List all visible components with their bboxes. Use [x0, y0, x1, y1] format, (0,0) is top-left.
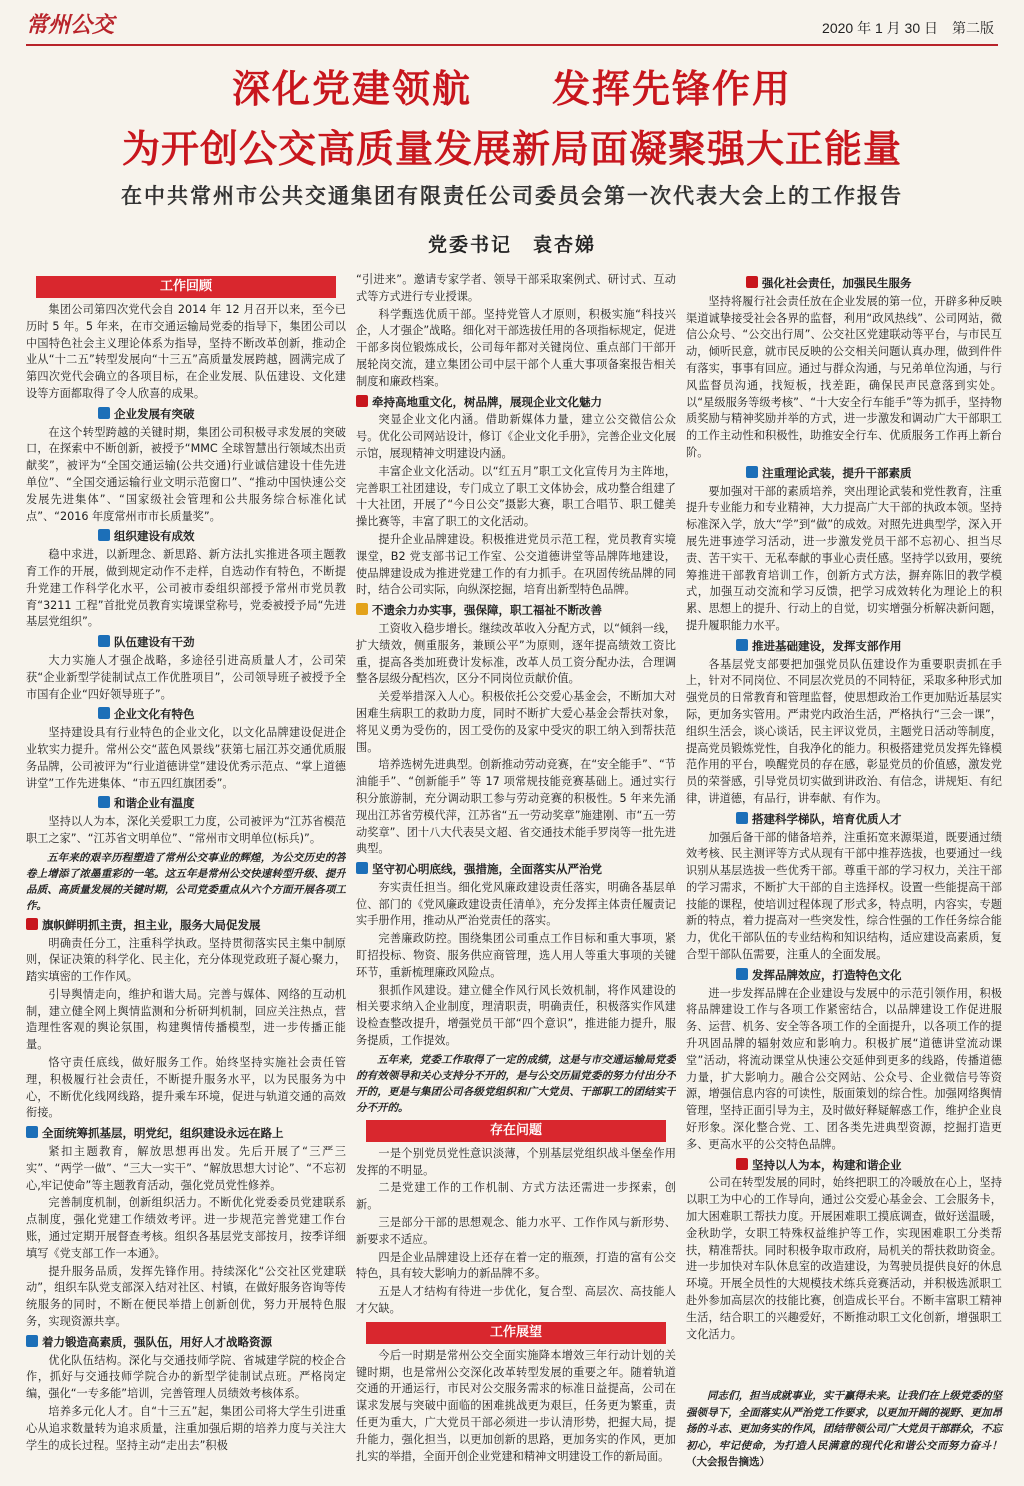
handshake-icon: [746, 276, 758, 288]
flag-icon: [26, 1335, 38, 1347]
paragraph: 明确责任分工，注重科学执政。坚持贯彻落实民主集中制原则，保证决策的科学化、民主化，充分体现党政班子凝心聚力，踏实填密的工作作风。: [26, 936, 346, 984]
paragraph: 三是部分干部的思想观念、能力水平、工作作风与新形势、新要求不适应。: [356, 1216, 676, 1246]
section-heading-text: 注重理论武装，提升干部素质: [762, 465, 912, 480]
paragraph: 夯实责任担当。细化党风廉政建设责任落实，明确各基层单位、部门的《党风廉政建设责任清单》，充分发挥主体责任履责记实手册作用，推动从严治党责任的落实。: [356, 880, 676, 928]
section-heading: [26, 917, 346, 934]
paragraph: 引导舆情走向，维护和谐大局。完善与媒体、网络的互动机制，建立健全网上舆情监测和分析研判机制，回应关注热点，营造理性客观的舆论氛围，构建舆情传播模型，进一步传播正能量。: [26, 987, 346, 1052]
paragraph: 进一步发挥品牌在企业建设与发展中的示范引领作用，积极将品牌建设工作与各项工作紧密结合，以品牌建设工作促进服务、运营、机务、安全等各项工作的全面提升，以各项工作的提升巩固品牌的辐射效应和影响力。积极扩展“道德讲堂流动课堂”活动，将流动课堂从快速公交延伸到更多的线路，传播道德力量，扩大影响力。融合公交网站、公众号、企业微信号等资源，增强信息内容的可读性，版面策划的综合性。加强网络舆情管理，坚持正面引导为主，及时做好释疑解惑工作，维护企业良好形象。深化整合党、工、团各类先进典型资源，挖掘打造更多、更高水平的公交特色品牌。: [686, 986, 1002, 1151]
paragraph: 提升企业品牌建设。积极推进党员示范工程，党员教育实境课堂，B2 党支部书记工作室、公交道德讲堂等品牌阵地建设，使品牌建设成为推进党建工作的有力抓手。在巩固传统品牌的同时，结合公司实际，向纵深挖掘，培育出新型特色品牌。: [356, 532, 676, 597]
section-heading-text: 队伍建设有干劲: [114, 635, 195, 650]
paragraph: 突显企业文化内涵。借助新媒体力量，建立公交微信公众号。优化公司网站设计，修订《企业文化手册》，完善企业文化展示馆，展现精神文明建设内涵。: [356, 413, 676, 460]
section-heading: [356, 861, 676, 878]
flag-icon: [98, 707, 110, 719]
closing-paragraph: [686, 1388, 1002, 1471]
section-heading-text: 强化社会责任，加强民生服务: [762, 276, 912, 290]
closing-text: 同志们，担当成就事业，实干赢得未来。让我们在上级党委的坚强领导下，全面落实从严治党工作要求，以更加开阔的视野、更加昂扬的斗志、更加务实的作风，团结带领公司广大党员干部群众，不忘初心，牢记使命，为打造人民满意的现代化和谐公交而努力奋斗！: [686, 1390, 1002, 1452]
summary-paragraph: 五年来，党委工作取得了一定的成绩，这是与市交通运输局党委的有效领导和关心支持分不开的，是与公交历届党委的努力付出分不开的，更是与集团公司各级党组织和广大党员、干部职工的团结实干分不开的。: [356, 1053, 676, 1114]
flag-icon: [26, 1126, 38, 1138]
header-rule: [26, 44, 998, 46]
section-heading: [26, 634, 346, 651]
section-heading: [686, 967, 1002, 984]
paragraph: 培养选树先进典型。创新推动劳动竞赛，在“安全能手”、“节油能手”、“创新能手” 等 17 项常规技能竞赛基础上。通过实行积分旅游制，充分调动职工参与劳动竞赛的积极性。5 年来先涌现出江苏省劳模代萍，江苏省“五一劳动奖章”施建刚、市“五一劳动奖章”、团十八大代表吴文超、省交通技术能手罗岗等一批先进典型。: [356, 758, 676, 856]
headline-line-1: 深化党建领航 发挥先锋作用: [231, 67, 792, 111]
paragraph: 完善廉政防控。围绕集团公司重点工作目标和重大事项，紧盯招投标、物资、服务供应商管理，选人用人等重大事项的关键环节，重新梳理廉政风险点。: [356, 932, 676, 979]
shield-icon: [356, 862, 368, 874]
section-heading: [26, 706, 346, 723]
paragraph: 今后一时期是常州公交全面实施降本增效三年行动计划的关键时期，也是常州公交深化改革转型发展的重要之年。随着轨道交通的开通运行，市民对公交服务需求的标准日益提高，公司在谋求发展与突破中面临的困难挑战更为艰巨，任务更为繁重，责任更为重大，广大党员干部必须进一步认清形势，把握大局，提升能力，强化担当，以更加创新的思路，更加务实的作风，更加扎实的举措，全面开创企业党建和精神文明建设工作的新局面。: [356, 1348, 676, 1463]
section-heading: [26, 406, 346, 423]
section-heading: [686, 1157, 1002, 1174]
ladder-icon: [736, 812, 748, 824]
paragraph: 培养多元化人才。自“十三五”起，集团公司将大学生引进重心从追求数量转为追求质量，注重加强后期的培养力度与关注大学生的成长过程。坚持主动“走出去”积极: [26, 1405, 346, 1452]
byline: 党委书记 袁杏娣: [427, 234, 596, 256]
paragraph: 丰富企业文化活动。以“红五月”职工文化宣传月为主阵地，完善职工社团建设，专门成立了职工文体协会，成功整合组建了十大社团，开展了“今日公交”摄影大赛，职工合唱节、职工健美操比赛等，丰富了职工的文化活动。: [356, 464, 676, 529]
paragraph: 科学甄选优质干部。坚持党管人才原则，积极实施“科技兴企，人才强企”战略。细化对干部选拔任用的各项指标规定，促进干部多岗位锻炼成长，公司每年都对关键岗位、重点部门干部开展轮岗交流，建立集团公司中层干部个人重大事项备案报告相关制度和廉政档案。: [356, 307, 676, 388]
paragraph: “引进来”。邀请专家学者、领导干部采取案例式、研讨式、互动式等方式进行专业授课。: [356, 273, 676, 303]
section-heading: [686, 465, 1002, 482]
section-heading: [26, 1334, 346, 1351]
paragraph: 工资收入稳步增长。继续改革收入分配方式，以“倾斜一线，扩大绩效，侧重服务，兼顾公平”为原则，逐年提高绩效工资比重，提高各类加班费计发标准，改革人员工资分配办法，合理调整各层级分配档次，区分不同岗位贡献价值。: [356, 621, 676, 686]
section-heading: [356, 394, 676, 411]
subheadline: 在中共常州市公共交通集团有限责任公司委员会第一次代表大会上的工作报告: [121, 183, 903, 208]
flag-icon: [98, 796, 110, 808]
flag-icon: [356, 395, 368, 407]
section-heading-text: 着力锻造高素质，强队伍，用好人才战略资源: [42, 1334, 272, 1349]
book-icon: [746, 466, 758, 478]
paragraph: 大力实施人才强企战略，多途径引进高质量人才，公司荣获“企业新型学徒制试点工作优胜项目”，公司领导班子被授予全市国有企业“四好领导班子”。: [26, 653, 346, 701]
section-heading: [26, 795, 346, 812]
section-banner-review: 工作回顾: [36, 276, 336, 298]
section-heading-text: 全面统筹抓基层，明党纪，组织建设永远在路上: [42, 1126, 284, 1141]
paragraph: 要加强对干部的素质培养，突出理论武装和党性教育，注重提升专业能力和专业精神，大力提高广大干部的执政本领。坚持标准深入学，放大“学”到“做”的成效。对照先进典型学，深入开展先进事迹学习活动，进一步激发党员干部不忘初心、担当尽责、苦干实干、无私奉献的事业心责任感。坚持学以致用，要统筹推进干部教育培训工作，创新方式方法，摒弃陈旧的教学模式，加强互动交流和学习反馈，把学习成效转化为理论上的积累、思想上的提升、行动上的自觉，切实增强分析解决新问题，提升履职能力水平。: [686, 484, 1002, 632]
paragraph: 在这个转型跨越的关键时期，集团公司积极寻求发展的突破口，在探索中不断创新，被授予“MMC 全球智慧出行领域杰出贡献奖”，被评为“全国交通运输(公共交通)行业诚信建设十佳先进单位”、“全国交通运输行业文明示范窗口”、“推动中国快速公交发展先进集体”、“国家级社会管理和公共服务综合标准化试点”、“2016 年度常州市市长质量奖”。: [26, 425, 346, 523]
paragraph: 四是企业品牌建设上还存在着一定的瓶颈，打造的富有公交特色，具有较大影响力的新品牌不多。: [356, 1250, 676, 1281]
paragraph: 公司在转型发展的同时，始终把职工的冷暖放在心上，坚持以职工为中心的工作导向，通过公交爱心基金会、工会服务卡，加大困难职工帮扶力度。开展困难职工摸底调查，做好送温暖，金秋助学，女职工特殊权益维护等工作，实现困难职工分类帮扶，精准帮扶。同时积极争取市政府，局机关的帮扶救助资金。进一步加快对车队休息室的改造建设，为驾驶员提供良好的休息环境。开展全员性的大规模技术练兵竞赛活动，并积极选派职工赴外参加高层次的技能比赛，创造成长平台。不断丰富职工精神生活，结合职工的兴趣爱好，不断推动职工文化创新，增强职工文化活力。: [686, 1176, 1002, 1341]
paragraph: 优化队伍结构。深化与交通技师学院、省城建学院的校企合作，抓好与交通技师学院合办的新型学徒制试点班。严格岗定编，强化“一专多能”培训，完善管理人员绩效考核体系。: [26, 1353, 346, 1401]
coin-icon: [356, 603, 368, 615]
masthead-logo: 常州公交: [26, 12, 115, 38]
paragraph: 狠抓作风建设。建立健全作风行风长效机制，将作风建设的相关要求纳入企业制度，理清职责，明确责任，积极落实作风建设检查整改提升，增强党员干部“四个意识”，推进能力提升，服务提质，工作提效。: [356, 983, 676, 1048]
paragraph: 加强后备干部的储备培养，注重拓宽来源渠道，既要通过绩效考核、民主测评等方式从现有干部中推荐选拔，也要通过一线识别从基层选拔一些优秀干部。尊重干部的学习权力，关注干部的学习需求，不断扩大干部的自主选择权。设置一些能提高干部技能的课程，使培训过程体现了形式多，特点明，内容实，专题新的特点，着力提高对一些突发性，综合性强的工作任务综合能力，优化干部队伍的专业结构和知识结构，适应建设高素质，复合型干部队伍需要，注重人的全面发展。: [686, 830, 1002, 962]
paragraph: 恪守责任底线，做好服务工作。始终坚持实施社会责任管理，积极履行社会责任，不断提升服务水平，以为民服务为中心，不断优化线网线路，提升乘车环境，促进与轨道交通的高效衔接。: [26, 1056, 346, 1120]
section-heading: [26, 1125, 346, 1142]
section-heading: [686, 811, 1002, 828]
flag-icon: [98, 635, 110, 647]
dateline: 2020 年 1 月 30 日 第二版: [822, 20, 994, 36]
paragraph: 坚持将履行社会责任放在企业发展的第一位，开辟多种反映渠道诚挚接受社会各界的监督，利用“政风热线”、公司网站，微信公众号、“公交出行周”、公交社区党建联动等平台，与市民互动，倾听民意，就市民反映的公交相关问题认真办理，做到件件有落实，事事有回应。通过与群众沟通，与兄弟单位沟通，与行风监督员沟通，找短板，找差距，确保民声民意落到实处。以“星级服务等级考核”、“十大安全行车能手”等为抓手，坚持物质奖励与精神奖励并举的方式，进一步激发和调动广大干部职工的工作主动性和积极性，助推安全行车、优质服务工作再上新台阶。: [686, 294, 1002, 459]
paragraph: 关爱举措深入人心。积极依托公交爱心基金会，不断加大对困难生病职工的救助力度，同时不断扩大爱心基金会帮扶对象，将见义勇为受伤的，因工受伤的及家中受灾的职工纳入到帮扶范围。: [356, 690, 676, 754]
section-heading-text: 企业发展有突破: [114, 406, 195, 421]
section-banner-problems: 存在问题: [366, 1120, 666, 1142]
paragraph: 完善制度机制，创新组织活力。不断优化党委委员党建联系点制度，强化党建工作绩效考评。进一步规范完善党建工作台账，通过定期开展督查考核。组织各基层党支部按月，按季详细填写《党支部工作一本通》。: [26, 1196, 346, 1260]
paragraph: 稳中求进，以新理念、新思路、新方法扎实推进各项主题教育工作的开展，做到规定动作不走样，自选动作有特色，不断提升党建工作科学化水平，公司被市委组织部授予常州市党员教育“3211 工程”首批党员教育实境课堂称号，党委被授予局“先进基层党组织”。: [26, 548, 346, 629]
summary-paragraph: 五年来的艰辛历程塑造了常州公交事业的辉煌，为公交历史的答卷上增添了浓墨重彩的一笔。这五年是常州公交快速转型升级、提升品质、高质量发展的关键时期，公司党委重点从六个方面开展各项工作。: [26, 851, 346, 912]
paragraph: 集团公司第四次党代会自 2014 年 12 月召开以来，至今已历时 5 年。5 年来，在市交通运输局党委的指导下，集团公司以中国特色社会主义理论体系为指导，坚持不断改革创新，推动企业从“十二五”转型发展向“十三五”高质量发展跨越，圆满完成了第四次党代会确立的各项目标，在企业发展、队伍建设、文化建设等方面都取得了令人欣喜的成果。: [26, 303, 346, 400]
people-icon: [736, 639, 748, 651]
section-heading: [686, 638, 1002, 655]
section-heading-text: 发挥品牌效应，打造特色文化: [752, 967, 902, 982]
paragraph: 坚持建设具有行业特色的企业文化，以文化品牌建设促进企业软实力提升。常州公交“蓝色风景线”获第七届江苏交通优质服务品牌，公司被评为“行业道德讲堂”建设优秀示范点、“掌上道德讲堂”工作先进集体、“市五四红旗团委”。: [26, 726, 346, 790]
paragraph: 紧扣主题教育，解放思想再出发。先后开展了“三严三实”、“两学一做”、“三大一实干”、“解放思想大讨论”、“不忘初心,牢记使命”等主题教育活动，强化党员党性修养。: [26, 1145, 346, 1192]
badge-icon: [736, 968, 748, 980]
section-heading-text: 和谐企业有温度: [114, 796, 195, 811]
headline-line-2: 为开创公交高质量发展新局面凝聚强大正能量: [121, 127, 902, 171]
person-icon: [736, 1158, 748, 1170]
closing-note: （大会报告摘选）: [686, 1456, 770, 1468]
section-heading-text: 旗帜鲜明抓主责，担主业，服务大局促发展: [42, 917, 261, 932]
section-heading-text: 牵持高地重文化，树品牌，展现企业文化魅力: [372, 394, 602, 409]
paragraph: 坚持以人为本，深化关爱职工力度，公司被评为“江苏省模范职工之家”、“江苏省文明单位”、“常州市文明单位(标兵)”。: [26, 815, 346, 845]
paragraph: 各基层党支部要把加强党员队伍建设作为重要职责抓在手上，针对不同岗位、不同层次党员的不同特征，采取多种形式加强党员的日常教育和管理监督，使思想政治工作更加贴近基层实际，更加务实管用。严肃党内政治生活，严格执行“三会一课”，组织生活会，谈心谈话，民主评议党员，主题党日活动等制度，提高党员锻炼党性，自我净化的能力。积极搭建党员发挥先锋模范作用的平台，唤醒党员的存在感，彰显党员的价值感，激发党员的荣誉感，引导党员切实做到讲政治、有信念，讲规矩、有纪律，讲道德，有品行，讲奉献、有作为。: [686, 657, 1002, 805]
section-heading-text: 不遗余力办实事，强保障，职工福祉不断改善: [372, 603, 602, 618]
column-2: [356, 272, 676, 1477]
flag-icon: [98, 529, 110, 541]
paragraph: 一是个别党员党性意识淡薄，个别基层党组织战斗堡垒作用发挥的不明显。: [356, 1146, 676, 1177]
section-heading: [356, 602, 676, 619]
page-header: [0, 0, 1024, 48]
section-heading: [26, 528, 346, 545]
section-heading-text: 搭建科学梯队，培育优质人才: [752, 811, 902, 826]
column-3: [686, 272, 1002, 1384]
section-heading-text: 坚持以人为本，构建和谐企业: [752, 1157, 902, 1172]
section-heading-text: 推进基础建设，发挥支部作用: [752, 638, 902, 653]
section-heading-text: 企业文化有特色: [114, 707, 195, 722]
paragraph: 提升服务品质，发挥先锋作用。持续深化“公交社区党建联动”，组织车队党支部深入结对社区、村镇，在做好服务咨询等传统服务的同时，不断在便民举措上创新创优，努力开展特色服务，实现资源共享。: [26, 1264, 346, 1329]
flag-icon: [26, 918, 38, 930]
paragraph: 五是人才结构有待进一步优化，复合型、高层次、高技能人才欠缺。: [356, 1285, 676, 1316]
section-banner-outlook: 工作展望: [366, 1322, 666, 1344]
section-heading-text: 组织建设有成效: [114, 529, 195, 544]
flag-icon: [98, 407, 110, 419]
section-heading: [686, 275, 1002, 292]
paragraph: 二是党建工作的工作机制、方式方法还需进一步探索，创新。: [356, 1181, 676, 1212]
section-heading-text: 坚守初心明底线，强措施，全面落实从严治党: [372, 862, 602, 877]
column-1: [26, 272, 346, 1477]
